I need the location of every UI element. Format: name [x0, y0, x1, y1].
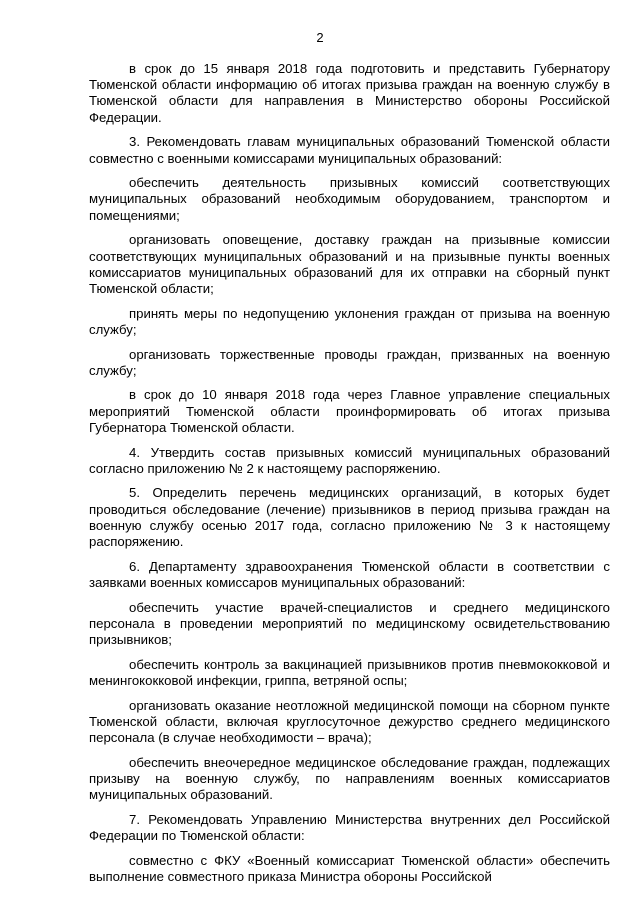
paragraph: организовать торжественные проводы граждан, призванных на военную службу;: [89, 346, 610, 378]
paragraph: в срок до 15 января 2018 года подготовить и представить Губернатору Тюменской области информацию об итогах призыва граждан на военную службу в Тюменской области для направления в Министерство обороны Российской Федерации.: [89, 61, 610, 125]
paragraph: обеспечить деятельность призывных комиссий соответствующих муниципальных образований необходимым оборудованием, транспортом и помещениями;: [89, 175, 610, 223]
paragraph: обеспечить контроль за вакцинацией призывников против пневмококковой и менингококковой инфекции, гриппа, ветряной оспы;: [89, 656, 610, 688]
paragraph: 6. Департаменту здравоохранения Тюменской области в соответствии с заявками военных комиссаров муниципальных образований:: [89, 558, 610, 590]
paragraph: обеспечить участие врачей-специалистов и среднего медицинского персонала в проведении мероприятий по медицинскому освидетельствованию призывников;: [89, 599, 610, 648]
paragraph: 3. Рекомендовать главам муниципальных образований Тюменской области совместно с военными комиссарами муниципальных образований:: [89, 134, 610, 166]
paragraph: принять меры по недопущению уклонения граждан от призыва на военную службу;: [89, 305, 610, 337]
paragraph: в срок до 10 января 2018 года через Главное управление специальных мероприятий Тюменской области проинформировать об итогах призыва Губернатора Тюменской области.: [89, 387, 610, 435]
document-body: [89, 61, 610, 885]
paragraph: совместно с ФКУ «Военный комиссариат Тюменской области» обеспечить выполнение совместного приказа Министра обороны Российской: [89, 852, 610, 885]
paragraph: организовать оповещение, доставку граждан на призывные комиссии соответствующих муниципальных образований и на призывные пункты военных комиссариатов муниципальных образований для их отправки на сборный пункт Тюменской области;: [89, 232, 610, 296]
paragraph: организовать оказание неотложной медицинской помощи на сборном пункте Тюменской области, включая круглосуточное дежурство среднего медицинского персонала (в случае необходимости – врача);: [89, 697, 610, 746]
paragraph: обеспечить внеочередное медицинское обследование граждан, подлежащих призыву на военную службу, по направлениям военных комиссариатов муниципальных образований.: [89, 754, 610, 803]
paragraph: 7. Рекомендовать Управлению Министерства внутренних дел Российской Федерации по Тюменской области:: [89, 811, 610, 844]
paragraph: 5. Определить перечень медицинских организаций, в которых будет проводиться обследование (лечение) призывников в период призыва граждан на военную службу осенью 2017 года, согласно приложению № 3 к настоящему распоряжению.: [89, 485, 610, 550]
page-number: 2: [316, 30, 324, 45]
paragraph: 4. Утвердить состав призывных комиссий муниципальных образований согласно приложению № 2 к настоящему распоряжению.: [89, 444, 610, 476]
